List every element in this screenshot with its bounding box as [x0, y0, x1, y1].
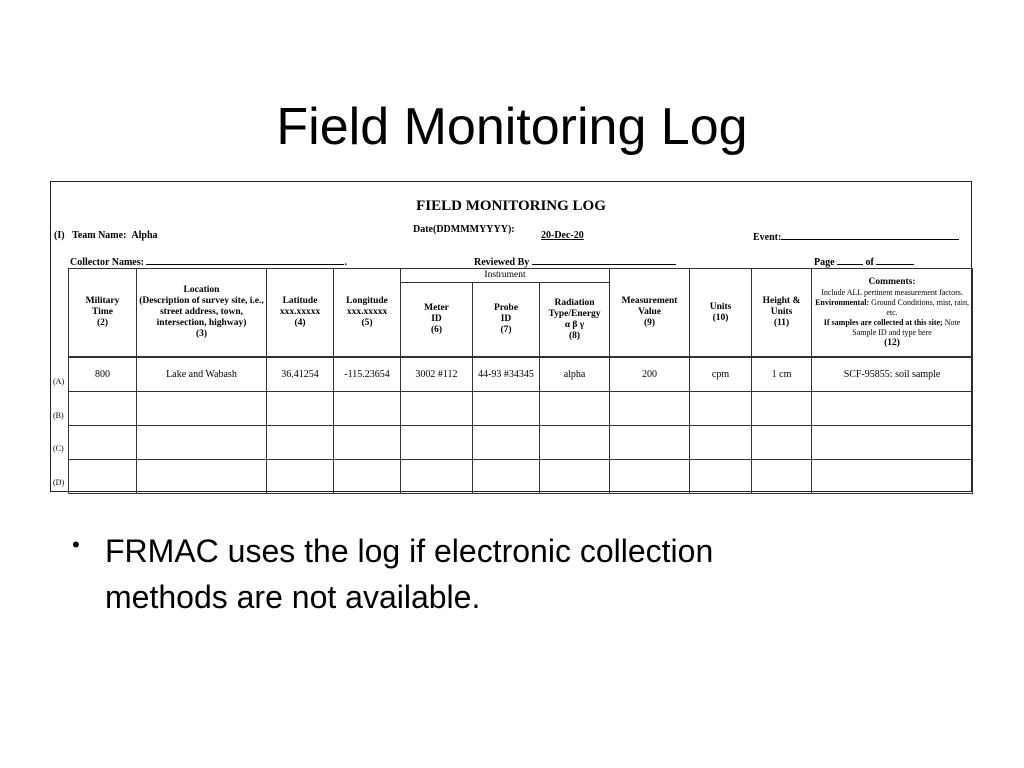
- col-header-location: Location (Description of survey site, i.e., street address, town, intersection, highway) (3): [137, 269, 267, 358]
- table-row: [69, 392, 973, 426]
- cell-longitude[interactable]: -115.23654: [334, 357, 401, 392]
- section-label: (I): [54, 230, 65, 241]
- col-header-height: Height & Units (11): [752, 269, 812, 358]
- row-label-c: (C): [53, 444, 64, 453]
- header-row-1: [69, 269, 973, 283]
- col-header-radiation: Radiation Type/Energy α β γ (8): [540, 283, 610, 358]
- event-label: Event:: [753, 232, 782, 243]
- row-label-b: (B): [53, 411, 64, 420]
- col-header-meter-id: Meter ID (6): [401, 283, 473, 358]
- team-name-label: Team Name:: [72, 230, 127, 241]
- cell-location[interactable]: Lake and Wabash: [137, 357, 267, 392]
- table-row: [69, 357, 973, 392]
- team-name-value[interactable]: Alpha: [131, 230, 158, 241]
- instrument-header: Instrument: [401, 269, 610, 283]
- bullet-icon: •: [72, 532, 80, 557]
- field-monitoring-log-form: [50, 181, 972, 492]
- cell-value[interactable]: 200: [610, 357, 690, 392]
- col-header-probe-id: Probe ID (7): [473, 283, 540, 358]
- collector-label: Collector Names:: [70, 257, 144, 268]
- reviewed-label: Reviewed By: [474, 257, 530, 268]
- page-total-field[interactable]: [876, 255, 914, 265]
- date-value[interactable]: 20-Dec-20: [541, 230, 584, 241]
- row-label-a: (A): [53, 377, 65, 386]
- table-row: [69, 426, 973, 460]
- collector-field[interactable]: [146, 255, 344, 265]
- cell-probe-id[interactable]: 44-93 #34345: [473, 357, 540, 392]
- event-line: [753, 230, 959, 243]
- cell-units[interactable]: cpm: [690, 357, 752, 392]
- team-name-line: [54, 230, 158, 241]
- row-label-d: (D): [53, 478, 65, 487]
- slide-title: Field Monitoring Log: [276, 97, 748, 156]
- log-table: [68, 268, 973, 494]
- page-line: [814, 255, 914, 268]
- table-row: [69, 460, 973, 494]
- col-header-units: Units (10): [690, 269, 752, 358]
- page-field[interactable]: [837, 255, 863, 265]
- col-header-comments: Comments: Include ALL pertinent measurement factors. Environmental: Ground Conditions, mist, rain, etc. If samples are collected at this site; Note Sample ID and type here (12): [812, 269, 973, 358]
- col-header-longitude: Longitude xxx.xxxxx (5): [334, 269, 401, 358]
- page-label: Page: [814, 257, 835, 268]
- of-label: of: [865, 257, 874, 268]
- date-label: Date(DDMMMYYYY):: [413, 224, 515, 235]
- cell-comments[interactable]: SCF-95855: soil sample: [812, 357, 973, 392]
- collector-line: Collector Names: .: [70, 257, 347, 268]
- form-title: FIELD MONITORING LOG: [416, 198, 606, 214]
- cell-height[interactable]: 1 cm: [752, 357, 812, 392]
- col-header-measurement: Measurement Value (9): [610, 269, 690, 358]
- cell-time[interactable]: 800: [69, 357, 137, 392]
- reviewed-field[interactable]: [532, 255, 676, 265]
- bullet-item: FRMAC uses the log if electronic collection methods are not available.: [105, 533, 714, 615]
- col-header-latitude: Latitude xxx.xxxxx (4): [267, 269, 334, 358]
- event-field[interactable]: [781, 230, 959, 240]
- cell-meter-id[interactable]: 3002 #112: [401, 357, 473, 392]
- cell-latitude[interactable]: 36.41254: [267, 357, 334, 392]
- cell-radiation[interactable]: alpha: [540, 357, 610, 392]
- col-header-time: Military Time (2): [69, 269, 137, 358]
- reviewed-line: [474, 255, 676, 268]
